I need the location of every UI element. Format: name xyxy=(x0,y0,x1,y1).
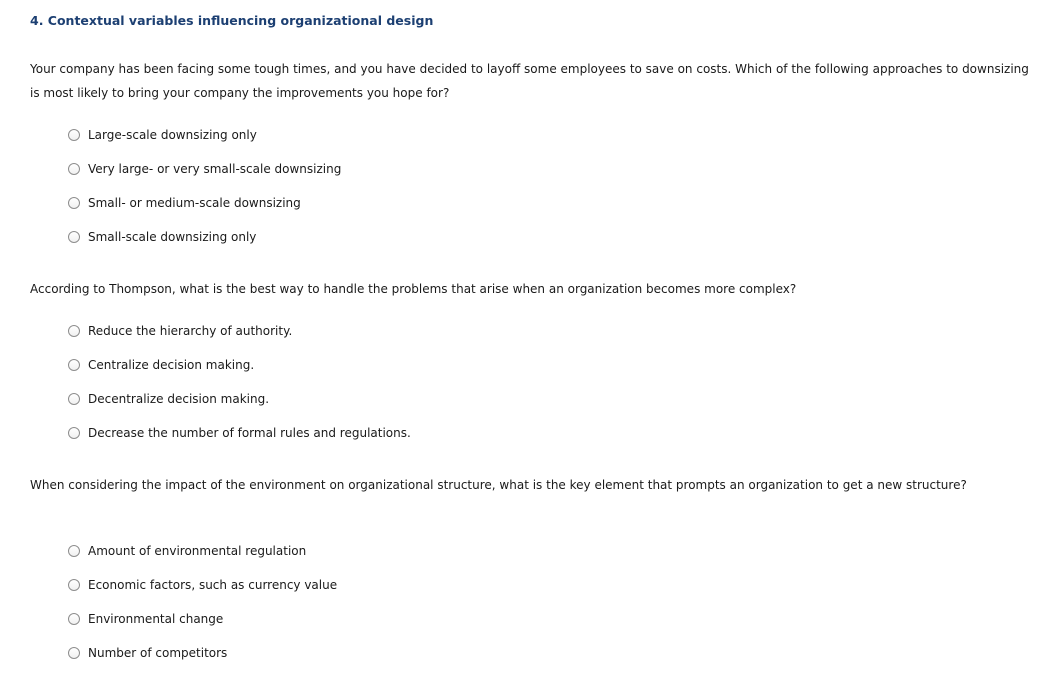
radio-button[interactable] xyxy=(68,613,80,625)
radio-button[interactable] xyxy=(68,231,80,243)
question-3-option-1[interactable] xyxy=(68,543,337,577)
question-2-option-3[interactable] xyxy=(68,391,411,425)
radio-button[interactable] xyxy=(68,325,80,337)
question-1-text: Your company has been facing some tough times, and you have decided to layoff some employees to save on costs. Which of the following approaches to downsizing is most likely to bring your company the improvements you hope for? xyxy=(30,62,1029,100)
question-1-options xyxy=(68,127,341,263)
question-2-text: According to Thompson, what is the best way to handle the problems that arise when an organization becomes more complex? xyxy=(30,282,797,296)
question-1-option-4[interactable] xyxy=(68,229,341,263)
radio-button[interactable] xyxy=(68,579,80,591)
option-label: Small-scale downsizing only xyxy=(88,230,257,244)
question-2-option-4[interactable] xyxy=(68,425,411,459)
question-2-options xyxy=(68,323,411,459)
radio-button[interactable] xyxy=(68,129,80,141)
question-3-option-4[interactable] xyxy=(68,645,337,679)
option-label: Centralize decision making. xyxy=(88,358,255,372)
question-3-text: When considering the impact of the environment on organizational structure, what is the key element that prompts an organization to get a new structure? xyxy=(30,478,967,492)
radio-button[interactable] xyxy=(68,647,80,659)
option-label: Very large- or very small-scale downsizing xyxy=(88,162,342,176)
option-label: Economic factors, such as currency value xyxy=(88,578,338,592)
question-3-option-2[interactable] xyxy=(68,577,337,611)
option-label: Reduce the hierarchy of authority. xyxy=(88,324,293,338)
question-1-option-3[interactable] xyxy=(68,195,341,229)
question-1-option-2[interactable] xyxy=(68,161,341,195)
option-label: Small- or medium-scale downsizing xyxy=(88,196,301,210)
question-3-options xyxy=(68,543,337,679)
radio-button[interactable] xyxy=(68,545,80,557)
option-label: Decrease the number of formal rules and regulations. xyxy=(88,426,411,440)
question-1-option-1[interactable] xyxy=(68,127,341,161)
radio-button[interactable] xyxy=(68,393,80,405)
question-2-option-2[interactable] xyxy=(68,357,411,391)
question-3-option-3[interactable] xyxy=(68,611,337,645)
option-label: Environmental change xyxy=(88,612,224,626)
radio-button[interactable] xyxy=(68,359,80,371)
section-title: 4. Contextual variables influencing organizational design xyxy=(30,13,434,28)
option-label: Number of competitors xyxy=(88,646,228,660)
option-label: Decentralize decision making. xyxy=(88,392,270,406)
option-label: Amount of environmental regulation xyxy=(88,544,307,558)
question-2-option-1[interactable] xyxy=(68,323,411,357)
radio-button[interactable] xyxy=(68,427,80,439)
radio-button[interactable] xyxy=(68,163,80,175)
option-label: Large-scale downsizing only xyxy=(88,128,257,142)
radio-button[interactable] xyxy=(68,197,80,209)
